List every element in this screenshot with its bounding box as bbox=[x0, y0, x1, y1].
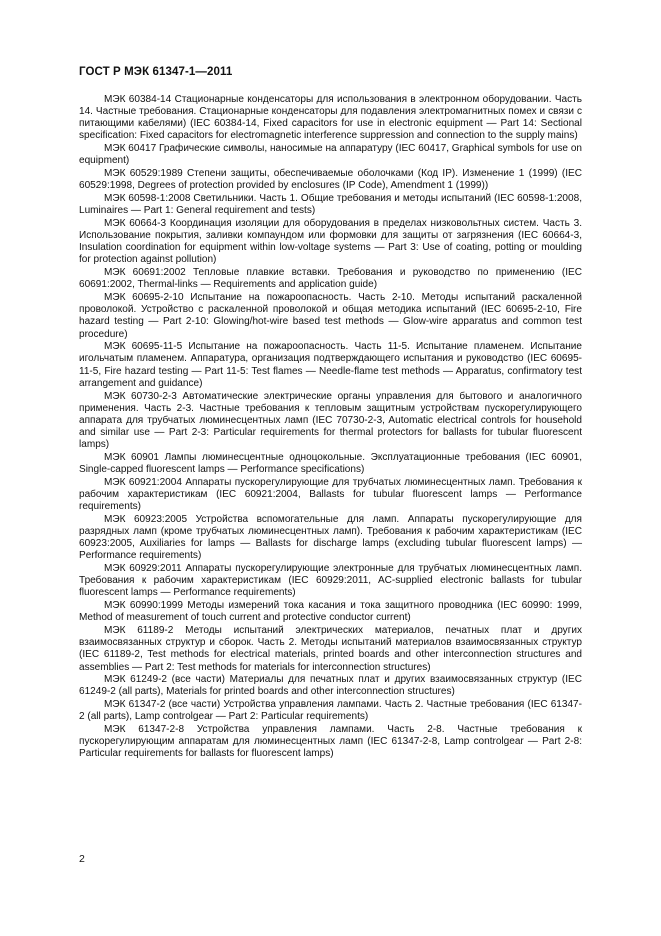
page-number: 2 bbox=[79, 853, 85, 865]
reference-item: МЭК 60929:2011 Аппараты пускорегулирующие электронные для трубчатых люминесцентных ламп. Требования к рабочим характеристикам (IEC 60929:2011, AC-supplied electronic ballasts for tubular fluorescent lamps — Performance requirements) bbox=[79, 563, 582, 599]
reference-item: МЭК 60384-14 Стационарные конденсаторы для использования в электронном оборудовании. Часть 14. Частные требования. Стационарные конденсаторы для подавления электромагнитных помех и связи с питающими кабелями) (IEC 60384-14, Fixed capacitors for use in electronic equipment — Part 14: Sectional specification: Fixed capacitors for electromagnetic interference suppression and connection to the supply mains) bbox=[79, 94, 582, 142]
reference-item: МЭК 60695-11-5 Испытание на пожароопасность. Часть 11-5. Испытание пламенем. Испытание игольчатым пламенем. Аппаратура, организация подтверждающего испытания и руководство (IEC 60695-11-5, Fire hazard testing — Part 11-5: Test flames — Needle-flame test methods — Apparatus, confirmatory test arrangement and guidance) bbox=[79, 341, 582, 389]
reference-item: МЭК 60598-1:2008 Светильники. Часть 1. Общие требования и методы испытаний (IEC 60598-1:2008, Luminaires — Part 1: General requirement and tests) bbox=[79, 193, 582, 217]
reference-item: МЭК 60923:2005 Устройства вспомогательные для ламп. Аппараты пускорегулирующие для разрядных ламп (кроме трубчатых люминесцентных ламп). Требования к рабочим характеристикам (IEC 60923:2005, Auxiliaries for lamps — Ballasts for discharge lamps (excluding tubular fluorescent lamps) — Performance requirements) bbox=[79, 513, 582, 562]
reference-item: МЭК 60921:2004 Аппараты пускорегулирующие для трубчатых люминесцентных ламп. Требования к рабочим характеристикам (IEC 60921:2004, Ballasts for tubular fluorescent lamps — Performance requirements) bbox=[79, 476, 582, 513]
reference-item: МЭК 60730-2-3 Автоматические электрические органы управления для бытового и аналогичного применения. Часть 2-3. Частные требования к тепловым защитным устройствам пускорегулирующего аппарата для трубчатых люминесцентных ламп (IEC 70730-2-3, Automatic electrical controls for household and similar use — Part 2-3: Particular requirements for thermal protectors for ballasts for tubular fluorescent lamps) bbox=[79, 390, 582, 451]
reference-item: МЭК 60529:1989 Степени защиты, обеспечиваемые оболочками (Код IP). Изменение 1 (1999) (IEC 60529:1998, Degrees of protection provided by enclosures (IP Code), Amendment 1 (1999)) bbox=[79, 168, 582, 192]
reference-item: МЭК 60417 Графические символы, наносимые на аппаратуру (IEC 60417, Graphical symbols for use on equipment) bbox=[79, 143, 582, 167]
reference-item: МЭК 60695-2-10 Испытание на пожароопасность. Часть 2-10. Методы испытаний раскаленной проволокой. Устройство с раскаленной проволокой и общая методика испытаний (IEC 60695-2-10, Fire hazard testing — Part 2-10: Glowing/hot-wire based test methods — Glow-wire apparatus and common test procedure) bbox=[79, 292, 582, 340]
reference-item: МЭК 60691:2002 Тепловые плавкие вставки. Требования и руководство по применению (IEC 60691:2002, Thermal-links — Requirements and application guide) bbox=[79, 267, 582, 291]
reference-item: МЭК 60990:1999 Методы измерений тока касания и тока защитного проводника (IEC 60990: 1999, Method of measurement of touch current and protective conductor current) bbox=[79, 600, 582, 624]
reference-list bbox=[79, 94, 582, 761]
reference-item: МЭК 60901 Лампы люминесцентные одноцокольные. Эксплуатационные требования (IEC 60901, Single-capped fluorescent lamps — Performance specifications) bbox=[79, 451, 582, 476]
reference-item: МЭК 60664-3 Координация изоляции для оборудования в пределах низковольтных систем. Часть 3. Использование покрытия, заливки компаундом или формовки для защиты от загрязнения (IEC 60664-3, Insulation coordination for equipment within low-voltage systems — Part 3: Use of coating, potting or moulding for protection against pollution) bbox=[79, 217, 582, 266]
reference-item: МЭК 61249-2 (все части) Материалы для печатных плат и других взаимосвязанных структур (IEC 61249-2 (all parts), Materials for printed boards and other interconnection structures) bbox=[79, 674, 582, 698]
document-header: ГОСТ Р МЭК 61347-1—2011 bbox=[79, 66, 233, 78]
reference-item: МЭК 61189-2 Методы испытаний электрических материалов, печатных плат и других взаимосвязанных структур и сборок. Часть 2. Методы испытаний материалов взаимосвязанных структур (IEC 61189-2, Test methods for electrical materials, printed boards and other interconnection structures and assemblies — Part 2: Test methods for materials for interconnection structures) bbox=[79, 625, 582, 673]
reference-item: МЭК 61347-2 (все части) Устройства управления лампами. Часть 2. Частные требования (IEC 61347-2 (all parts), Lamp controlgear — Part 2: Particular requirements) bbox=[79, 699, 582, 723]
reference-item: МЭК 61347-2-8 Устройства управления лампами. Часть 2-8. Частные требования к пускорегулирующим аппаратам для люминесцентных ламп (IEC 61347-2-8, Lamp controlgear — Part 2-8: Particular requirements for ballasts for fluorescent lamps) bbox=[79, 724, 582, 760]
